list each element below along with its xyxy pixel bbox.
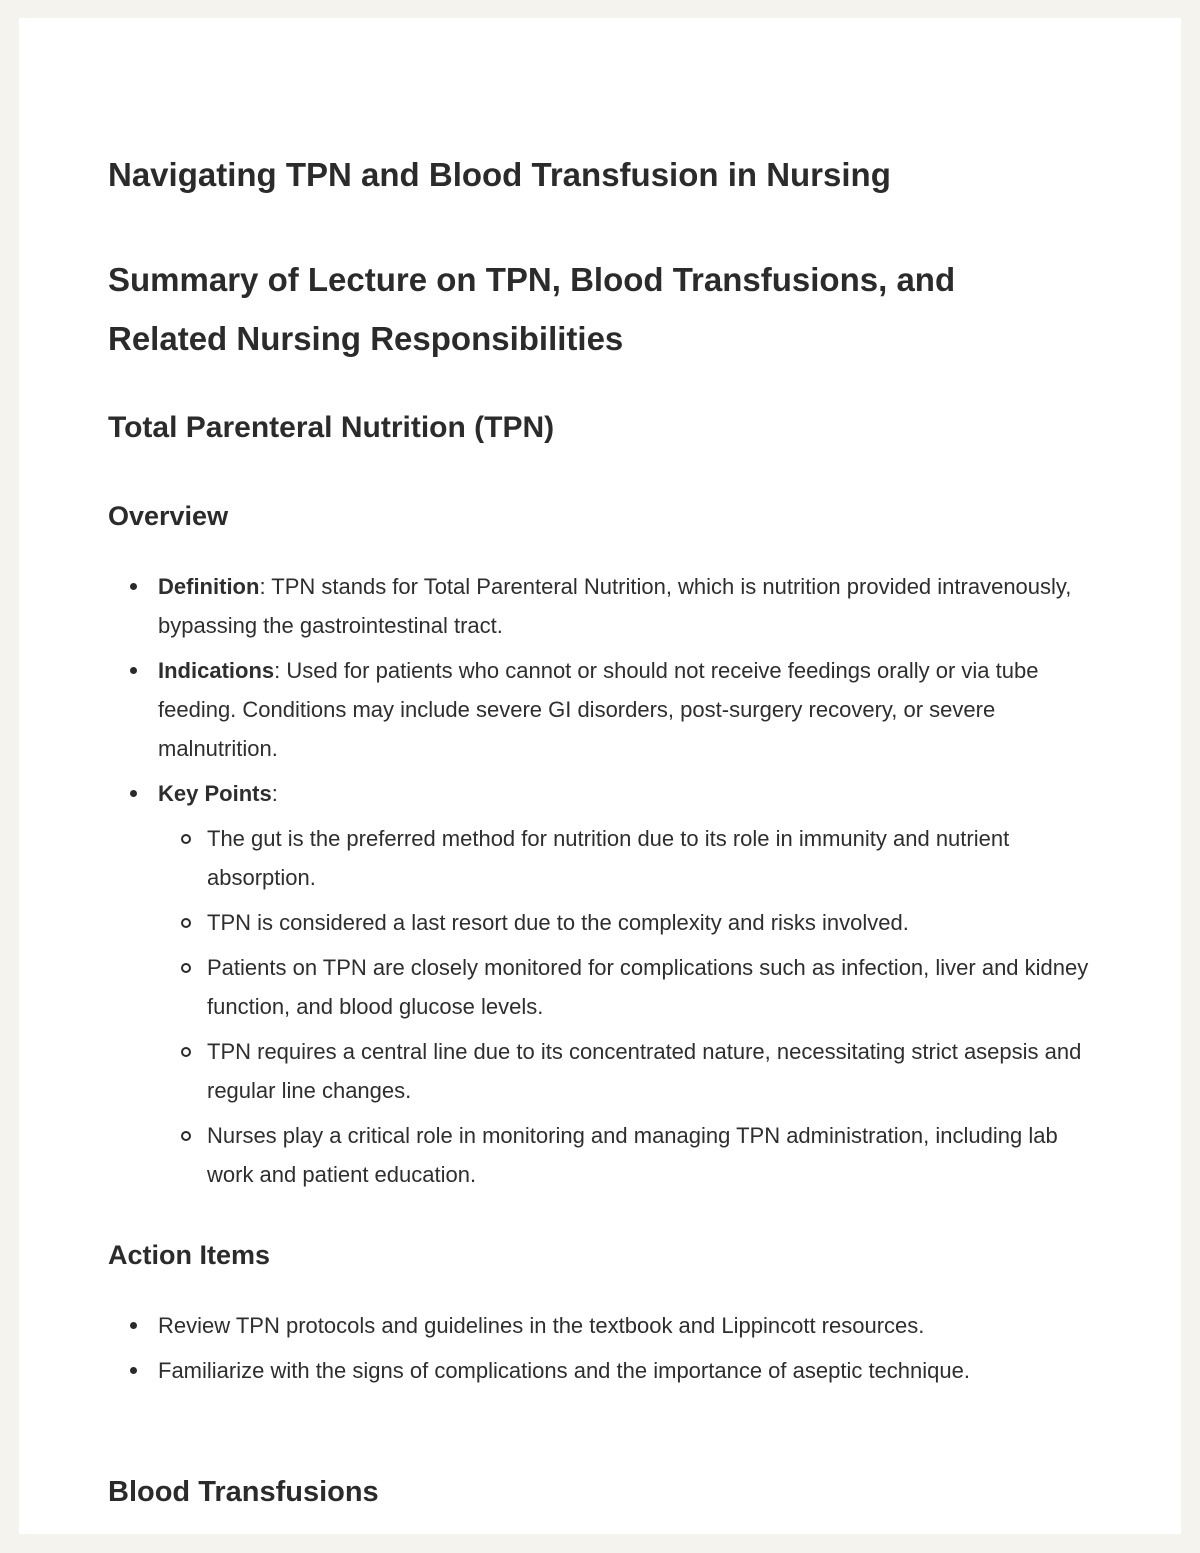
action-item: Familiarize with the signs of complications and the importance of aseptic technique.	[108, 1351, 1098, 1390]
action-items-heading: Action Items	[108, 1240, 271, 1270]
list-item-definition	[108, 567, 1098, 645]
list-item-key-points	[108, 774, 1098, 1194]
definition-term: Definition	[158, 574, 260, 599]
key-point-item: The gut is the preferred method for nutrition due to its role in immunity and nutrient absorption.	[158, 819, 1098, 897]
definition-text: : TPN stands for Total Parenteral Nutrition, which is nutrition provided intravenously, bypassing the gastrointestinal tract.	[158, 574, 1072, 638]
indications-text: : Used for patients who cannot or should not receive feedings orally or via tube feeding. Conditions may include severe GI disorders, post-surgery recovery, or severe malnutrition.	[158, 658, 1039, 761]
key-point-item: Patients on TPN are closely monitored for complications such as infection, liver and kidney function, and blood glucose levels.	[158, 948, 1098, 1026]
action-items-list	[108, 1306, 1098, 1396]
overview-list	[108, 567, 1098, 1200]
action-item: Review TPN protocols and guidelines in the textbook and Lippincott resources.	[108, 1306, 1098, 1345]
document-subtitle: Summary of Lecture on TPN, Blood Transfusions, and Related Nursing Responsibilities	[108, 261, 956, 357]
key-points-term: Key Points	[158, 781, 272, 806]
blood-transfusions-heading: Blood Transfusions	[108, 1476, 379, 1508]
indications-term: Indications	[158, 658, 275, 683]
document-title: Navigating TPN and Blood Transfusion in Nursing	[108, 156, 891, 193]
key-points-colon: :	[271, 781, 278, 806]
key-point-item: TPN is considered a last resort due to the complexity and risks involved.	[158, 903, 1098, 942]
tpn-section-heading: Total Parenteral Nutrition (TPN)	[108, 411, 555, 444]
list-item-indications	[108, 651, 1098, 768]
key-point-item: TPN requires a central line due to its concentrated nature, necessitating strict asepsis and regular line changes.	[158, 1032, 1098, 1110]
overview-heading: Overview	[108, 501, 229, 531]
key-points-sublist	[158, 819, 1098, 1194]
key-point-item: Nurses play a critical role in monitoring and managing TPN administration, including lab work and patient education.	[158, 1116, 1098, 1194]
document-page	[19, 18, 1181, 1534]
